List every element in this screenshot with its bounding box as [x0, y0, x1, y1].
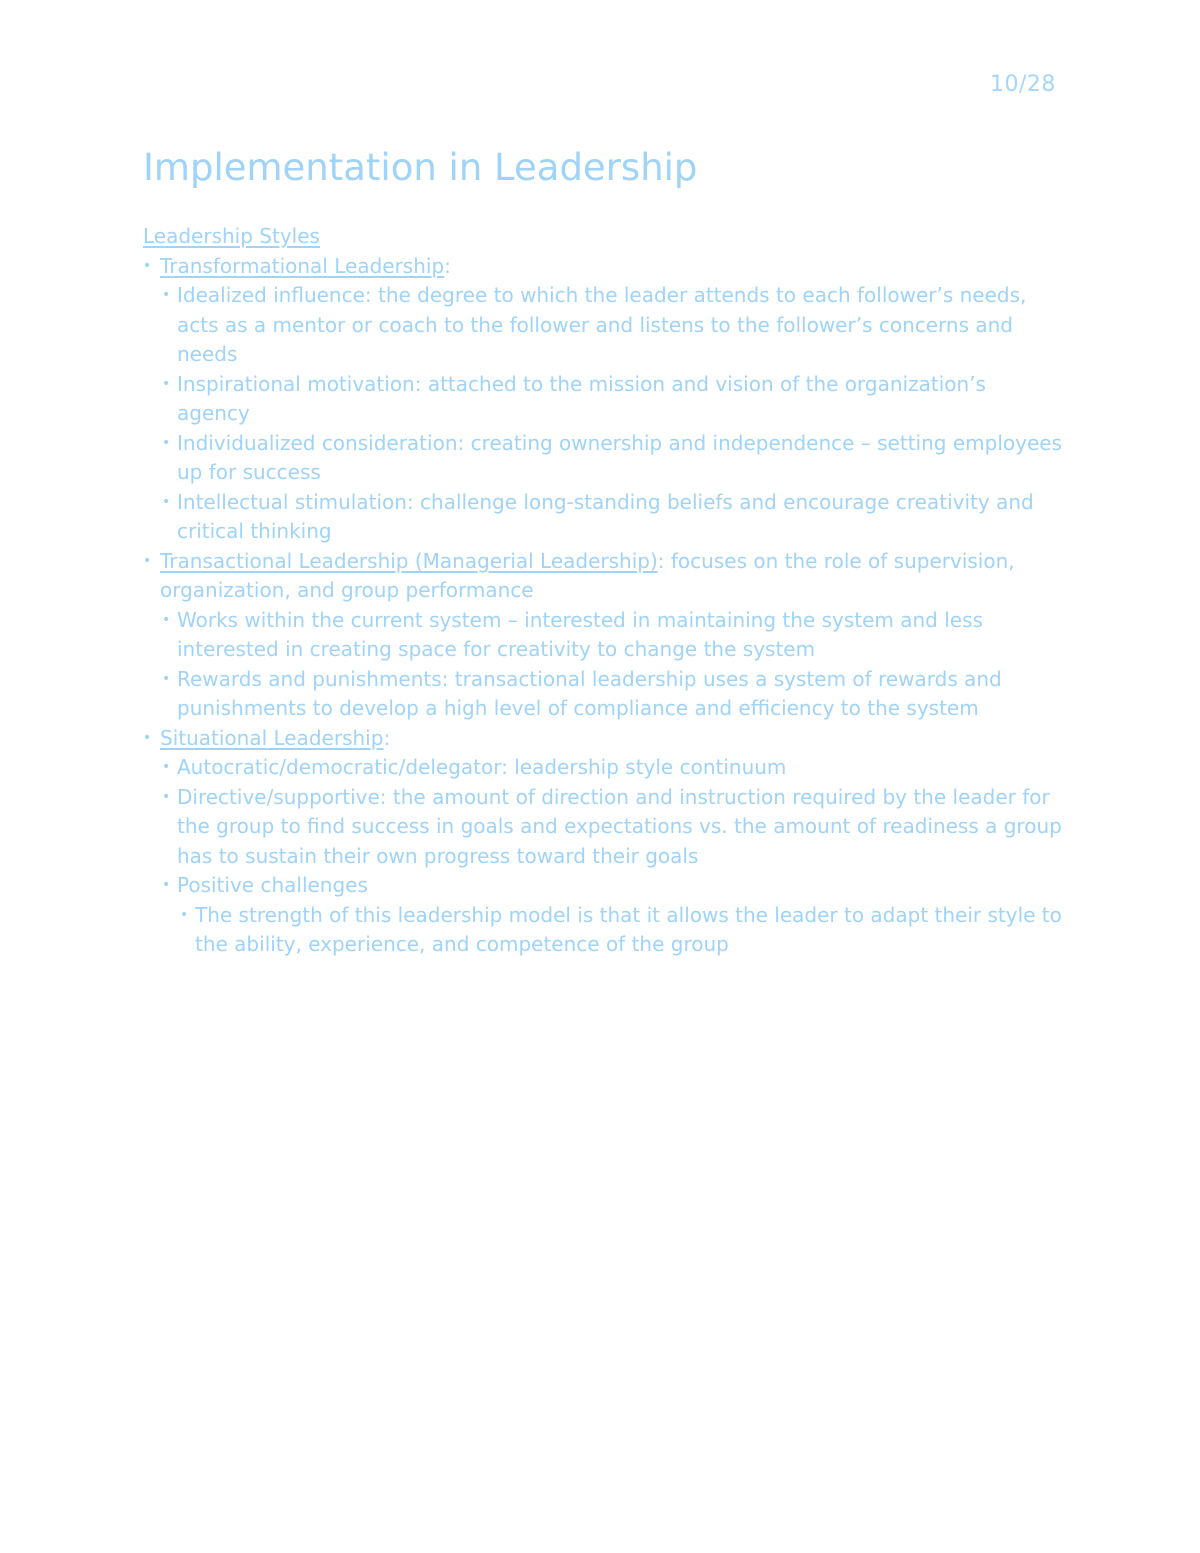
item-suffix: : — [383, 725, 391, 750]
bullet-icon: • — [143, 729, 152, 746]
item-text: Positive challenges — [177, 873, 368, 897]
list-item — [143, 370, 1063, 429]
bullet-icon: • — [180, 906, 189, 923]
bullet-icon: • — [162, 788, 171, 805]
bullet-icon: • — [162, 877, 171, 893]
list-item-transactional — [143, 547, 1063, 606]
section-heading: Leadership Styles — [143, 224, 320, 248]
item-text: Idealized influence: the degree to which the leader attends to each follower’s needs, acts as a mentor or coach to the follower and listens to the follower’s concerns and needs — [177, 283, 1027, 366]
list-item — [143, 606, 1063, 665]
bullet-icon: • — [162, 670, 171, 687]
bullet-icon: • — [162, 375, 171, 392]
bullet-icon: • — [162, 434, 171, 451]
list-item — [143, 665, 1063, 724]
item-label: Transformational Leadership — [160, 253, 445, 278]
list-item — [143, 281, 1063, 370]
item-text: Inspirational motivation: attached to the mission and vision of the organization’s agency — [177, 371, 986, 425]
notes-section — [143, 222, 1063, 960]
bullet-icon: • — [162, 759, 171, 775]
item-text: Autocratic/democratic/delegator: leadership style continuum — [177, 755, 787, 779]
list-item — [143, 783, 1063, 872]
item-label: Situational Leadership — [160, 725, 384, 750]
bullet-icon: • — [143, 257, 152, 274]
item-text: Individualized consideration: creating ownership and independence – setting employees up for success — [177, 430, 1062, 484]
item-suffix: : focuses on the role of supervision, organization, and group performance — [160, 548, 1015, 602]
item-text: Directive/supportive: the amount of direction and instruction required by the leader for the group to find success in goals and expectations vs. the amount of readiness a group has to sustain their own progress toward their goals — [177, 784, 1062, 868]
item-text: Works within the current system – interested in maintaining the system and less interested in creating space for creativity to change the system — [177, 607, 983, 661]
item-text: The strength of this leadership model is that it allows the leader to adapt their style to the ability, experience, and competence of the group — [195, 902, 1062, 956]
bullet-icon: • — [143, 552, 152, 569]
list-item — [143, 488, 1063, 547]
list-item-situational — [143, 724, 1063, 754]
bullet-icon: • — [162, 611, 171, 628]
item-label: Transactional Leadership (Managerial Leadership) — [160, 548, 658, 573]
list-item — [143, 429, 1063, 488]
bullet-icon: • — [162, 287, 171, 303]
item-text: Rewards and punishments: transactional leadership uses a system of rewards and punishments to develop a high level of compliance and efficiency to the system — [177, 666, 1002, 720]
list-item — [143, 871, 1063, 901]
page-number: 10/28 — [990, 72, 1056, 97]
item-suffix: : — [444, 253, 451, 278]
list-item — [143, 901, 1063, 960]
item-text: Intellectual stimulation: challenge long-standing beliefs and encourage creativity and critical thinking — [177, 489, 1034, 543]
list-item — [143, 753, 1063, 783]
list-item-transformational — [143, 252, 1063, 282]
bullet-icon: • — [162, 493, 171, 510]
page-title: Implementation in Leadership — [143, 146, 698, 189]
